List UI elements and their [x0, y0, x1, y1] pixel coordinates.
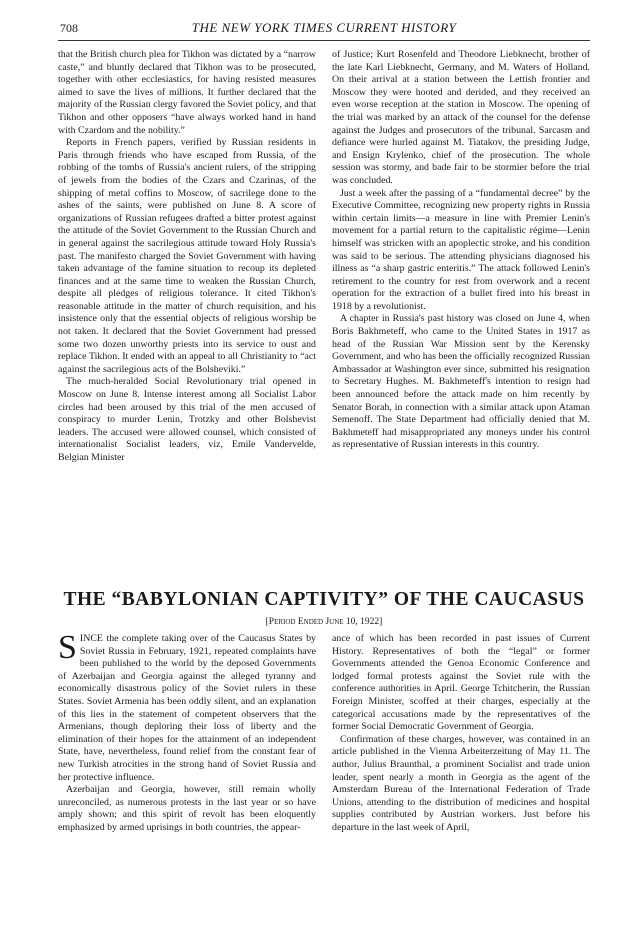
paragraph: Azerbaijan and Georgia, however, still remain wholly unreconciled, as numerous protests in the last year or so have amply shown; and this spirit of revolt has been eloquently emphasized by armed uprisings in both countries, the appear- — [58, 784, 316, 833]
page — [58, 18, 590, 835]
paragraph-text: INCE the complete taking over of the Caucasus States by Soviet Russia in February, 1921, repeated complaints have been published to the world by the deposed Governments of Azerbaijan and Georgia against the alleged tyranny and economically disastrous policy of the Soviet rulers in these States. Soviet Armenia has been oddly silent, and an explanation of this lies in the statement of competent observers that the Armenians, though deploring their loss of liberty and the elimination of their hopes for the attainment of an independent State, have, nevertheless, found relief from the constant fear of new Turkish atrocities in the strong hand of Soviet Russia and her protective influence. — [58, 633, 316, 783]
paragraph: Confirmation of these charges, however, was contained in an article published in the Vienna Arbeiterzeitung of May 11. The author, Julius Braunthal, a prominent Socialist and trade union leader, spent nearly a month in Georgia as the agent of the Amsterdam Bureau of the International Federation of Trade Unions, attending to the distribution of medicines and hospital supplies contributed by Austrian workers. Just before his departure in the last week of April, — [332, 733, 590, 833]
top-columns — [58, 49, 590, 567]
drop-cap: S — [58, 629, 77, 666]
page-number: 708 — [60, 21, 78, 35]
article-dateline: [Period Ended June 10, 1922] — [265, 617, 383, 627]
article-right-column — [332, 633, 590, 835]
top-right-column — [332, 49, 590, 567]
paragraph: The much-heralded Social Revolutionary trial opened in Moscow on June 8. Intense interest among all Socialist Labor circles had been aroused by this trial of the men accused of conspiracy to murder Lenin, Trotzky and other Bolshevist leaders. The accused were allowed counsel, which consisted of internationalist Socialist leaders, viz, Emile Vandervelde, Belgian Minister — [58, 376, 316, 463]
paragraph: A chapter in Russia's past history was closed on June 4, when Boris Bakhmeteff, who came to the United States in 1917 as head of the Russian War Mission sent by the Kerensky Government, and who has been the officially recognized Russian Ambassador at Washington ever since, submitted his resignation to Secretary Hughes. M. Bakhmeteff's intention to resign had been announced before the attack made on him recently by Senator Borah, in connection with a similar attack upon Ataman Semenoff. The State Department had officially denied that M. Bakhmeteff had misappropriated any moneys under his control as representative of Russian interests in this country. — [332, 313, 590, 451]
paragraph: Reports in French papers, verified by Russian residents in Paris through friends who have escaped from Russia, of the robbing of the tombs of Russia's ancient rulers, of the stripping of jewels from the bodies of the Czars and Czarinas, of the shipping of metal coffins to Moscow, of sacrilege done to the ashes of the saints, were published on June 8. A score of organizations of Russian refugees drafted a bitter protest against the attitude of the Soviet Government to the Russian Church and in general against the sacrilegious attitude toward Holy Russia's past. The manifesto charged the Soviet Government with having taken advantage of the famine situation to recoup its depleted finances and at the same time to weaken the Russian Church, despite all pledges of religious tolerance. It cited Tikhon's reasonable attitude in the matter of church requisition, and his insistence only that the essential objects of religious worship be not taken. It declared that the Soviet Government had pressed some two dozen unworthy priests into its service to oust and replace Tikhon. It ended with an appeal to all Christianity to “act against the sacrilegious acts of the Bolsheviki.” — [58, 137, 316, 375]
article-title: THE “BABYLONIAN CAPTIVITY” OF THE CAUCASUS — [63, 589, 585, 610]
article-columns — [58, 629, 590, 835]
paragraph — [58, 629, 316, 784]
page-header — [58, 18, 590, 41]
paragraph: Just a week after the passing of a “fundamental decree” by the Executive Committee, recognizing new property rights in Russia within certain limits—a measure in line with Premier Lenin's movement for a partial return to the capitalistic régime—Lenin himself was stricken with an apoplectic stroke, and his condition was said to be serious. The attending physicians diagnosed his illness as “a sharp gastric enteritis.” The attack followed Lenin's retirement to the country for rest from overwork and a recent operation for the extraction of a bullet fired into his breast in 1918 by a revolutionist. — [332, 187, 590, 312]
article-left-column — [58, 629, 316, 835]
paragraph: ance of which has been recorded in past issues of Current History. Representatives of both the “legal” or former Governments attended the Genoa Economic Conference and lodged formal protests against the Soviet rule with the conference authorities in April. George Tchitcherin, the Russian Foreign Minister, scoffed at their charges, especially at the categorical accusations made by the representatives of the former Social Democratic Government of Georgia. — [332, 633, 590, 733]
paragraph: of Justice; Kurt Rosenfeld and Theodore Liebknecht, brother of the late Karl Liebknecht, Germany, and M. Waters of Holland. On their arrival at a station between the Lettish frontier and Moscow they were hooted and derided, and they received an even worse reception at the station in Moscow. The opening of the trial was marked by an attack of the counsel for the defense against the Judges and prosecutors of the tribunal. Sarcasm and defiance were hurled against M. Tiatakov, the presiding Judge, and Ensign Krylenko, chief of the prosecution. The whole session was stormy, and bade fair to be stormier before the trial was concluded. — [332, 49, 590, 186]
paragraph: that the British church plea for Tikhon was dictated by a “narrow caste,” and bluntly declared that Tikhon was to be prosecuted, together with other ecclesiastics, for having resisted measures aimed to save the lives of millions. It further declared that the majority of the Russian clergy favored the Soviet policy, and that Tikhon and other opposers “have always worked hand in hand with Czardom and the nobility.” — [58, 49, 316, 136]
running-title: THE NEW YORK TIMES CURRENT HISTORY — [191, 20, 457, 35]
top-left-column — [58, 49, 316, 567]
